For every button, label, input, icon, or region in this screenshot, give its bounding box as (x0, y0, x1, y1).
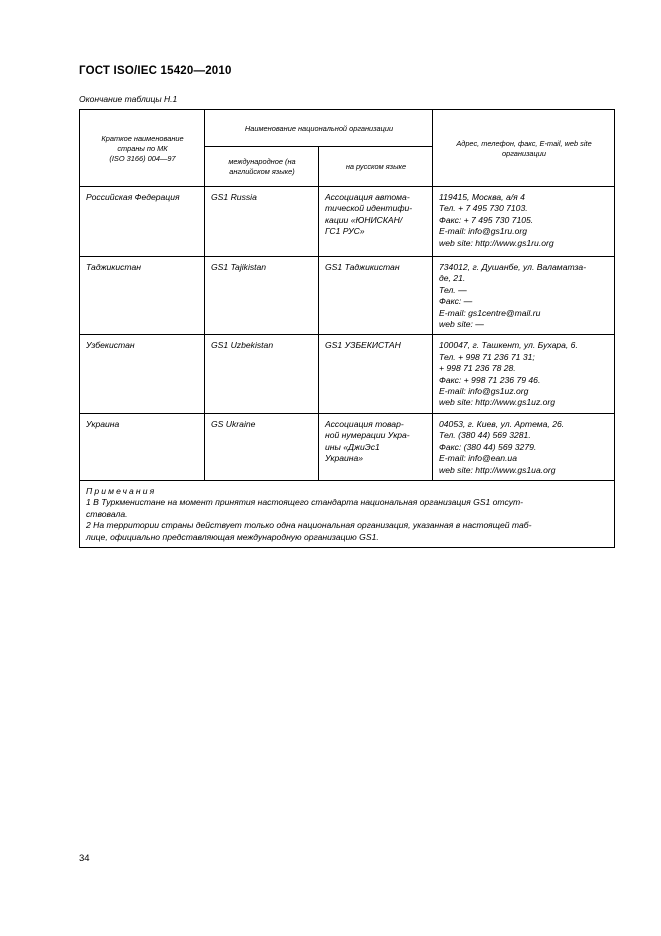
notes-row (80, 480, 615, 547)
header-org-en: международное (на английском языке) (205, 147, 319, 187)
note-line: 1 В Туркменистане на момент принятия настоящего стандарта национальная организация GS1 отсут- (86, 497, 524, 508)
cell-org-en: GS1 Uzbekistan (205, 335, 319, 413)
table-caption: Окончание таблицы Н.1 (79, 94, 178, 104)
cell-contacts: 119415, Москва, а/я 4 Тел. + 7 495 730 7103. Факс: + 7 495 730 7105. E-mail: info@gs1ru.org web site: http://www.gs1ru.org (433, 187, 615, 257)
header-org-ru: на русском языке (319, 147, 433, 187)
cell-country: Украина (80, 413, 205, 480)
notes-label: Примечания (86, 485, 157, 496)
table-row (80, 257, 615, 335)
cell-org-en: GS Ukraine (205, 413, 319, 480)
notes-cell (80, 480, 615, 547)
table-row (80, 335, 615, 413)
header-country: Краткое наименование страны по МК (ISO 3166) 004—97 (80, 110, 205, 187)
cell-contacts: 04053, г. Киев, ул. Артема, 26. Тел. (380 44) 569 3281. Факс: (380 44) 569 3279. E-mail: info@ean.ua web site: http://www.gs1ua.org (433, 413, 615, 480)
note-line: 2 На территории страны действует только одна национальная организация, указанная в настоящей таб- (86, 520, 532, 531)
cell-org-en: GS1 Russia (205, 187, 319, 257)
cell-org-ru: GS1 УЗБЕКИСТАН (319, 335, 433, 413)
cell-org-en: GS1 Tajikistan (205, 257, 319, 335)
cell-contacts: 734012, г. Душанбе, ул. Валаматза- де, 21. Тел. — Факс: — E-mail: gs1centre@mail.ru web site: — (433, 257, 615, 335)
table-row (80, 413, 615, 480)
note-line: ствовала. (86, 508, 128, 519)
cell-country: Таджикистан (80, 257, 205, 335)
cell-contacts: 100047, г. Ташкент, ул. Бухара, 6. Тел. + 998 71 236 71 31; + 998 71 236 78 28. Факс: + 998 71 236 79 46. E-mail: info@gs1uz.org web site: http://www.gs1uz.org (433, 335, 615, 413)
header-org-group: Наименование национальной организации (205, 110, 433, 147)
header-contacts: Адрес, телефон, факс, E-mail, web site организации (433, 110, 615, 187)
table-row (80, 187, 615, 257)
page-number: 34 (79, 853, 90, 864)
cell-org-ru: Ассоциация автома- тической идентифи- кации «ЮНИСКАН/ ГС1 РУС» (319, 187, 433, 257)
cell-org-ru: GS1 Таджикистан (319, 257, 433, 335)
cell-country: Российская Федерация (80, 187, 205, 257)
cell-org-ru: Ассоциация товар- ной нумерации Укра- ины «ДжиЭс1 Украина» (319, 413, 433, 480)
organizations-table (79, 109, 615, 548)
document-header: ГОСТ ISO/IEC 15420—2010 (79, 65, 232, 77)
note-line: лице, официально представляющая международную организацию GS1. (86, 531, 379, 542)
cell-country: Узбекистан (80, 335, 205, 413)
